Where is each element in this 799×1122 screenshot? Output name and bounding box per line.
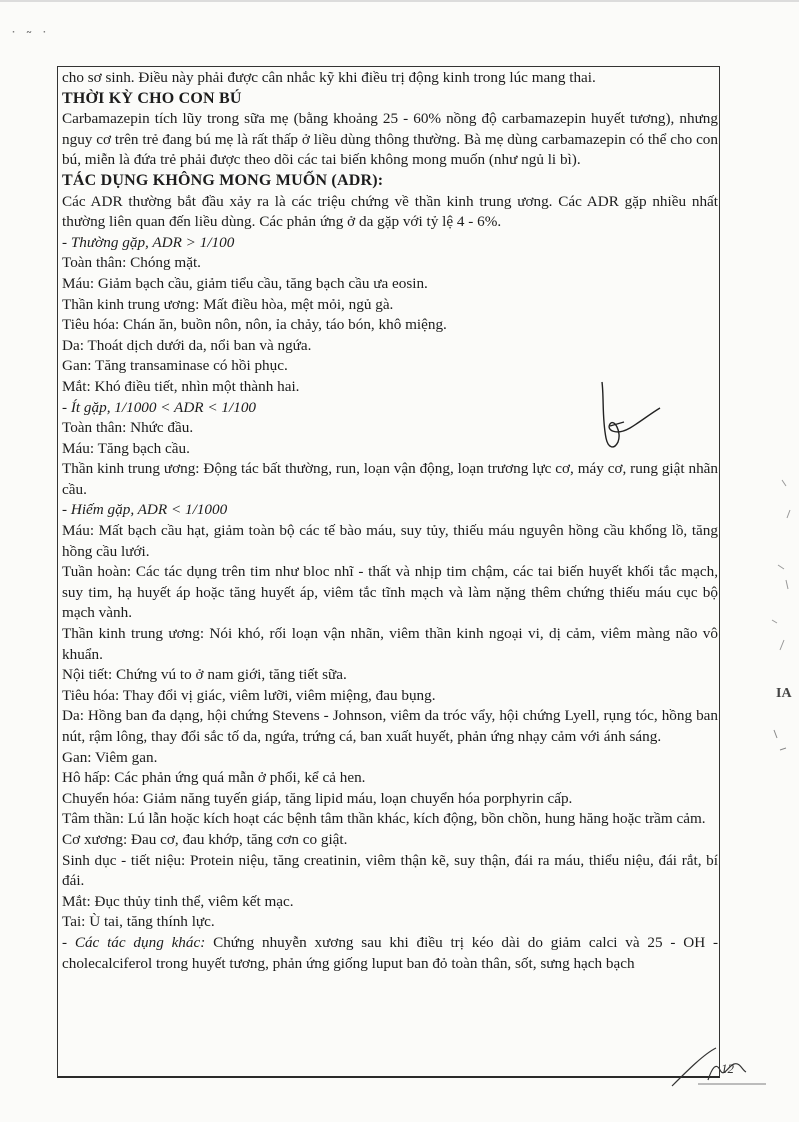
text-line: Tiêu hóa: Chán ăn, buồn nôn, nôn, ỉa chảy, táo bón, khô miệng.: [62, 316, 447, 334]
text-line: Da: Thoát dịch dưới da, nổi ban và ngứa.: [62, 336, 312, 354]
paragraph-other-effects: [62, 933, 718, 974]
text-line: Mắt: Khó điều tiết, nhìn một thành hai.: [62, 377, 300, 395]
text-line: Tâm thần: Lú lẫn hoặc kích hoạt các bệnh tâm thần khác, kích động, bồn chồn, hung hăng hoặc trầm cảm.: [62, 810, 706, 828]
text-line: Tiêu hóa: Thay đổi vị giác, viêm lưỡi, viêm miệng, đau bụng.: [62, 686, 436, 704]
paragraph-breastfeeding: Carbamazepin tích lũy trong sữa mẹ (bằng khoảng 25 - 60% nồng độ carbamazepin huyết tương), nhưng nguy cơ trên trẻ đang bú mẹ là rất thấp ở liều dùng thông thường. Bà mẹ dùng carbamazepin có thể cho con bú, miễn là đứa trẻ phải được theo dõi các tai biến không mong muốn (như ngủ li bì).: [62, 110, 718, 169]
text-line: Thần kinh trung ương: Nói khó, rối loạn vận nhãn, viêm thần kinh ngoại vi, dị cảm, viêm màng não vô khuẩn.: [62, 625, 718, 663]
section-heading-breastfeeding: THỜI KỲ CHO CON BÚ: [62, 89, 242, 107]
text-line: Toàn thân: Chóng mặt.: [62, 254, 201, 272]
page-number: 12: [721, 1061, 734, 1076]
text-line: Da: Hồng ban đa dạng, hội chứng Stevens - Johnson, viêm da tróc vẩy, hội chứng Lyell, rụng tóc, hồng ban nút, rậm lông, thay đổi sắc tố da, ngứa, trứng cá, ban xuất huyết, phản ứng nhạy cảm với ánh sáng.: [62, 707, 718, 745]
text-line: Hô hấp: Các phản ứng quá mẫn ở phổi, kể cả hen.: [62, 769, 366, 787]
text-line: cho sơ sinh. Điều này phải được cân nhắc kỹ khi điều trị động kinh trong lúc mang thai.: [62, 69, 596, 86]
other-effects-text: Chứng nhuyễn xương sau khi điều trị kéo dài do giảm calci và 25 - OH - cholecalciferol trong huyết tương, phản ứng giống luput ban đỏ toàn thân, sốt, sưng hạch bạch: [62, 933, 718, 972]
scan-mark: ˙ ˜ ˙: [10, 30, 50, 46]
text-line: Nội tiết: Chứng vú to ở nam giới, tăng tiết sữa.: [62, 666, 347, 684]
subheading-other: - Các tác dụng khác:: [62, 933, 206, 951]
text-line: Máu: Mất bạch cầu hạt, giảm toàn bộ các tế bào máu, suy tủy, thiếu máu nguyên hồng cầu khổng lồ, tăng hồng cầu lưới.: [62, 522, 718, 560]
text-line: Tai: Ù tai, tăng thính lực.: [62, 913, 215, 931]
text-line: Máu: Tăng bạch cầu.: [62, 439, 190, 457]
subheading-uncommon: - Ít gặp, 1/1000 < ADR < 1/100: [62, 398, 257, 416]
text-line: Tuần hoàn: Các tác dụng trên tim như bloc nhĩ - thất và nhịp tim chậm, các tai biến huyết khối tắc mạch, suy tim, hạ huyết áp hoặc tăng huyết áp, viêm tắc tĩnh mạch và làm nặng thêm chứng thiếu máu cục bộ mạch vành.: [62, 563, 718, 622]
text-line: Thần kinh trung ương: Mất điều hòa, mệt mỏi, ngủ gà.: [62, 295, 394, 313]
text-line: Thần kinh trung ương: Động tác bất thường, run, loạn vận động, loạn trương lực cơ, máy cơ, rung giật nhãn cầu.: [62, 460, 718, 498]
text-line: Sinh dục - tiết niệu: Protein niệu, tăng creatinin, viêm thận kẽ, suy thận, đái ra máu, thiểu niệu, đái rắt, bí đái.: [62, 851, 718, 890]
scan-edge-marks: [764, 470, 799, 770]
section-heading-adr: TÁC DỤNG KHÔNG MONG MUỐN (ADR):: [62, 171, 384, 189]
text-line: Toàn thân: Nhức đầu.: [62, 419, 194, 437]
signature-mark: [584, 378, 664, 458]
text-line: Cơ xương: Đau cơ, đau khớp, tăng cơn co giật.: [62, 830, 348, 848]
scan-edge: [0, 0, 799, 2]
paragraph-adr-intro: Các ADR thường bắt đầu xảy ra là các triệu chứng về thần kinh trung ương. Các ADR gặp nhiều nhất thường liên quan đến liều dùng. Các phản ứng ở da gặp với tỷ lệ 4 - 6%.: [62, 192, 718, 231]
text-line: Chuyển hóa: Giảm năng tuyến giáp, tăng lipid máu, loạn chuyển hóa porphyrin cấp.: [62, 789, 573, 807]
subheading-common: - Thường gặp, ADR > 1/100: [62, 233, 235, 251]
text-line: Gan: Tăng transaminase có hồi phục.: [62, 357, 288, 375]
subheading-rare: - Hiếm gặp, ADR < 1/1000: [62, 501, 228, 519]
text-line: Gan: Viêm gan.: [62, 748, 158, 766]
text-line: Máu: Giảm bạch cầu, giảm tiểu cầu, tăng bạch cầu ưa eosin.: [62, 274, 428, 292]
document-body: [62, 68, 718, 974]
edge-mark: IA: [776, 686, 792, 701]
text-line: Mắt: Đục thủy tinh thể, viêm kết mạc.: [62, 892, 294, 910]
